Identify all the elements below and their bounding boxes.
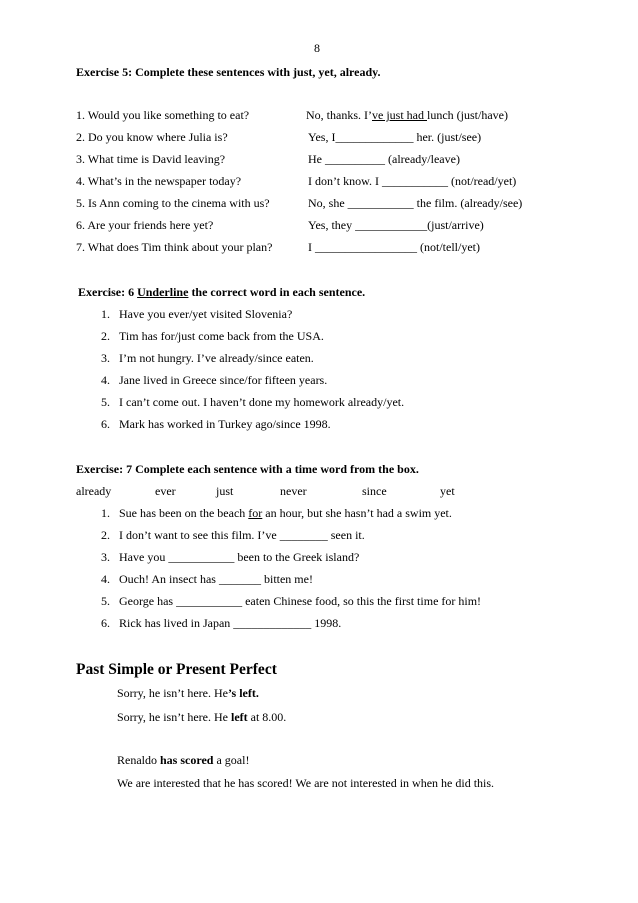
- example-line-1: Sorry, he isn’t here. He’s left.: [117, 686, 259, 700]
- ex5-answer-3: He __________ (already/leave): [308, 152, 460, 166]
- ex5-question-3: 3. What time is David leaving?: [76, 152, 226, 166]
- word-box-item: already: [76, 484, 112, 498]
- word-box-item: ever: [155, 484, 176, 498]
- page-number: 8: [314, 41, 320, 55]
- word-box-item: yet: [440, 484, 455, 498]
- ex5-question-1: 1. Would you like something to eat?: [76, 108, 250, 122]
- exercise-6-title: Exercise: 6 Underline the correct word in each sentence.: [78, 285, 366, 299]
- example-line-2: Sorry, he isn’t here. He left at 8.00.: [117, 710, 287, 724]
- example-line-3: Renaldo has scored a goal!: [117, 753, 250, 767]
- ex5-answer-6: Yes, they ____________(just/arrive): [308, 218, 484, 232]
- word-box-item: never: [280, 484, 307, 498]
- word-box-item: just: [216, 484, 234, 498]
- ex5-question-6: 6. Are your friends here yet?: [76, 218, 214, 232]
- ex5-question-4: 4. What’s in the newspaper today?: [76, 174, 242, 188]
- ex5-answer-4: I don’t know. I ___________ (not/read/yet): [308, 174, 517, 188]
- ex5-answer-2: Yes, I_____________ her. (just/see): [308, 130, 482, 144]
- example-line-4: We are interested that he has scored! We are not interested in when he did this.: [117, 776, 495, 790]
- ex5-answer-1: No, thanks. I’ve just had lunch (just/have): [306, 108, 508, 122]
- ex5-question-7: 7. What does Tim think about your plan?: [76, 240, 273, 254]
- ex5-answer-5: No, she ___________ the film. (already/see): [308, 196, 523, 210]
- section-heading: Past Simple or Present Perfect: [76, 661, 277, 678]
- ex5-question-5: 5. Is Ann coming to the cinema with us?: [76, 196, 270, 210]
- ex5-answer-7: I _________________ (not/tell/yet): [308, 240, 480, 254]
- exercise-5-title: Exercise 5: Complete these sentences with just, yet, already.: [76, 65, 381, 79]
- exercise-7-title: Exercise: 7 Complete each sentence with a time word from the box.: [76, 462, 419, 476]
- ex5-question-2: 2. Do you know where Julia is?: [76, 130, 228, 144]
- word-box-item: since: [362, 484, 387, 498]
